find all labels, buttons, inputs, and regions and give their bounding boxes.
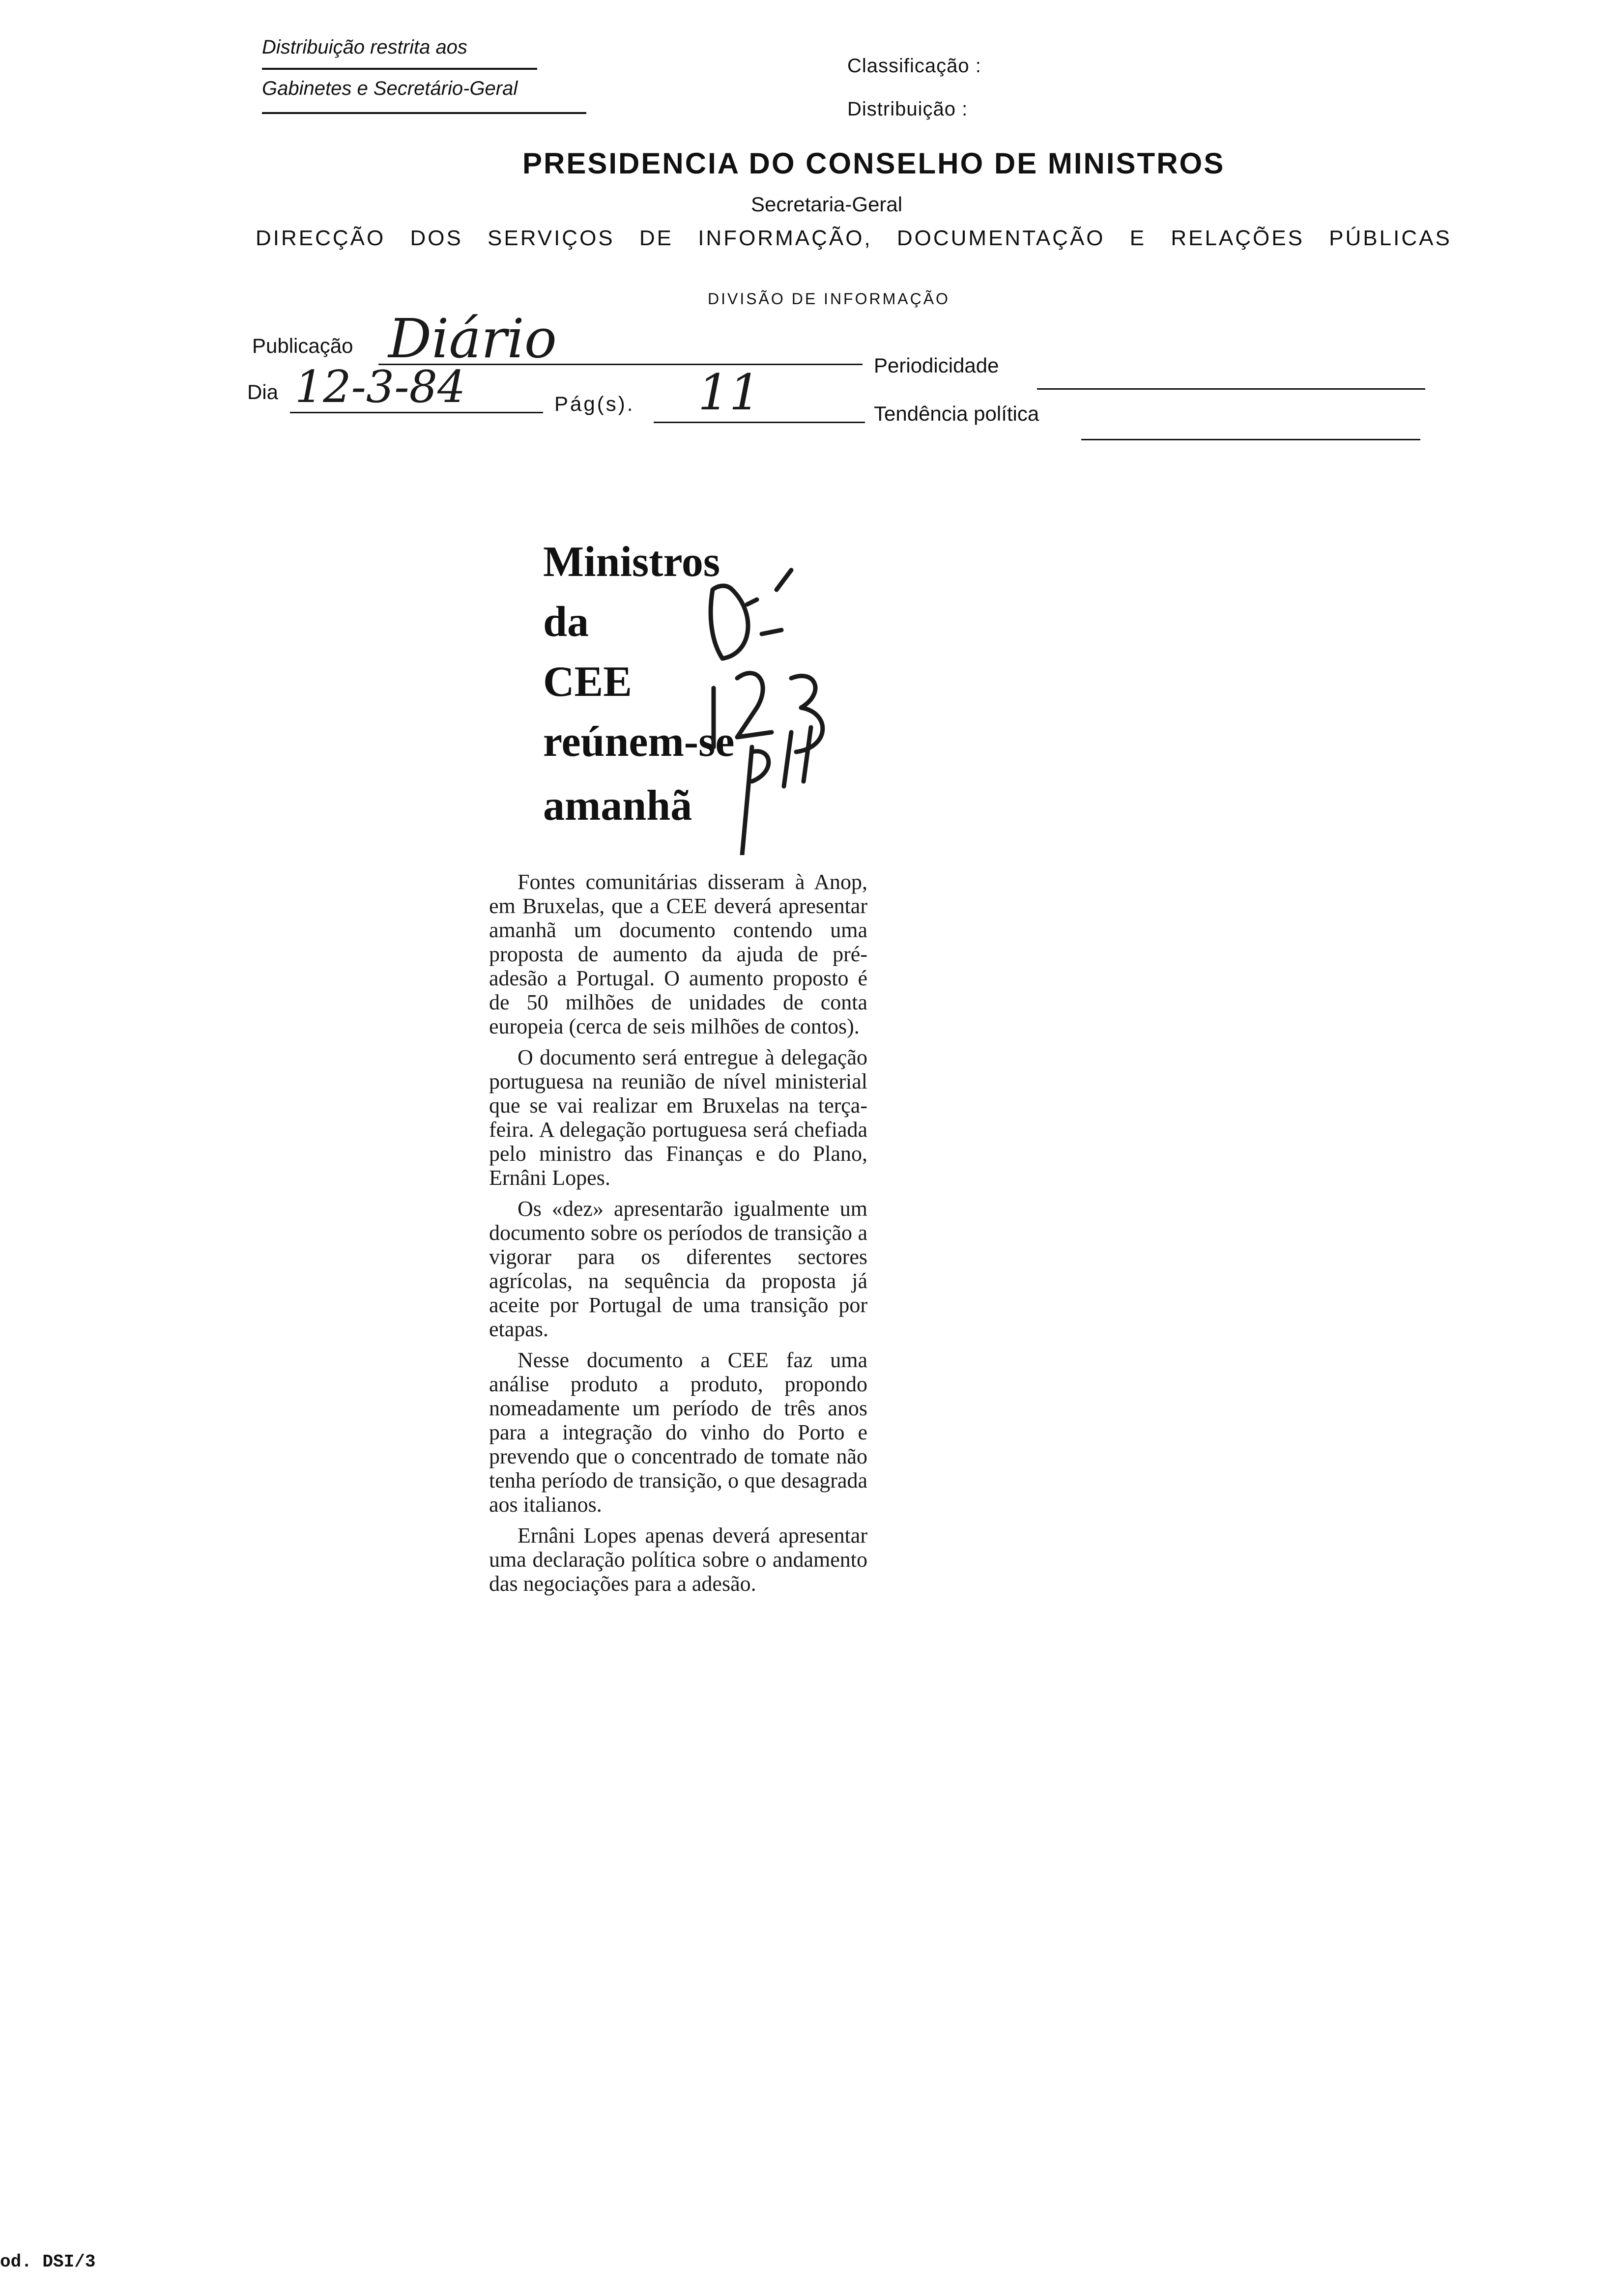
periodicity-line	[1037, 388, 1425, 390]
handwritten-annotation-mark	[678, 560, 894, 855]
pages-line	[654, 422, 865, 423]
headline-word: CEE	[543, 658, 632, 706]
restriction-underline-2	[262, 112, 586, 114]
restriction-line-1: Distribuição restrita aos	[262, 36, 467, 58]
day-value: 12-3-84	[295, 361, 466, 413]
organization-subtitle: Secretaria-Geral	[751, 193, 903, 216]
pages-label: Pág(s).	[554, 392, 635, 415]
political-tendency-line	[1081, 439, 1420, 440]
article-paragraph-2: O documento será entregue à delegação portuguesa na reunião de nível ministerial que se vai realizar em Bruxelas na terça-feira. A delegação portuguesa será chefiada pelo ministro das Finanças e do Plano, Ernâni Lopes.	[489, 1045, 867, 1190]
publication-value: Diário	[388, 307, 557, 370]
pages-value: 11	[698, 364, 761, 421]
headline-word: amanhã	[543, 782, 692, 830]
headline-word: Ministros	[543, 538, 720, 586]
article-paragraph-4: Nesse documento a CEE faz uma análise produto a produto, propondo nomeadamente um período de três anos para a integração do vinho do Porto e prevendo que o concentrado de tomate não tenha período de transição, o que desagrada aos italianos.	[489, 1348, 867, 1517]
headline-word: reúnem-se	[543, 718, 735, 766]
day-line	[290, 412, 543, 413]
publication-label: Publicação	[252, 334, 353, 357]
form-code: od. DSI/3	[0, 2252, 96, 2272]
periodicity-label: Periodicidade	[874, 354, 999, 377]
political-tendency-label: Tendência política	[874, 402, 1039, 425]
division-name: DIVISÃO DE INFORMAÇÃO	[708, 290, 950, 308]
distribution-label: Distribuição :	[847, 98, 968, 120]
restriction-line-2: Gabinetes e Secretário-Geral	[262, 78, 518, 99]
organization-title: PRESIDENCIA DO CONSELHO DE MINISTROS	[522, 147, 1225, 180]
department-name: DIRECÇÃO DOS SERVIÇOS DE INFORMAÇÃO, DOCUMENTAÇÃO E RELAÇÕES PÚBLICAS	[256, 226, 1452, 250]
article-paragraph-3: Os «dez» apresentarão igualmente um documento sobre os períodos de transição a vigorar para os diferentes sectores agrícolas, na sequência da proposta já aceite por Portugal de uma transição por etapas.	[489, 1197, 867, 1341]
handwritten-annotation-text	[678, 560, 679, 561]
article-body	[489, 870, 867, 1603]
classification-label: Classificação :	[847, 55, 981, 77]
headline-word: da	[543, 598, 589, 646]
article-paragraph-1: Fontes comunitárias disseram à Anop, em Bruxelas, que a CEE deverá apresentar amanhã um documento contendo uma proposta de aumento da ajuda de pré-adesão a Portugal. O aumento proposto é de 50 milhões de unidades de conta europeia (cerca de seis milhões de contos).	[489, 870, 867, 1038]
day-label: Dia	[247, 380, 279, 403]
article-paragraph-5: Ernâni Lopes apenas deverá apresentar uma declaração política sobre o andamento das negociações para a adesão.	[489, 1523, 867, 1596]
restriction-underline-1	[262, 68, 537, 70]
